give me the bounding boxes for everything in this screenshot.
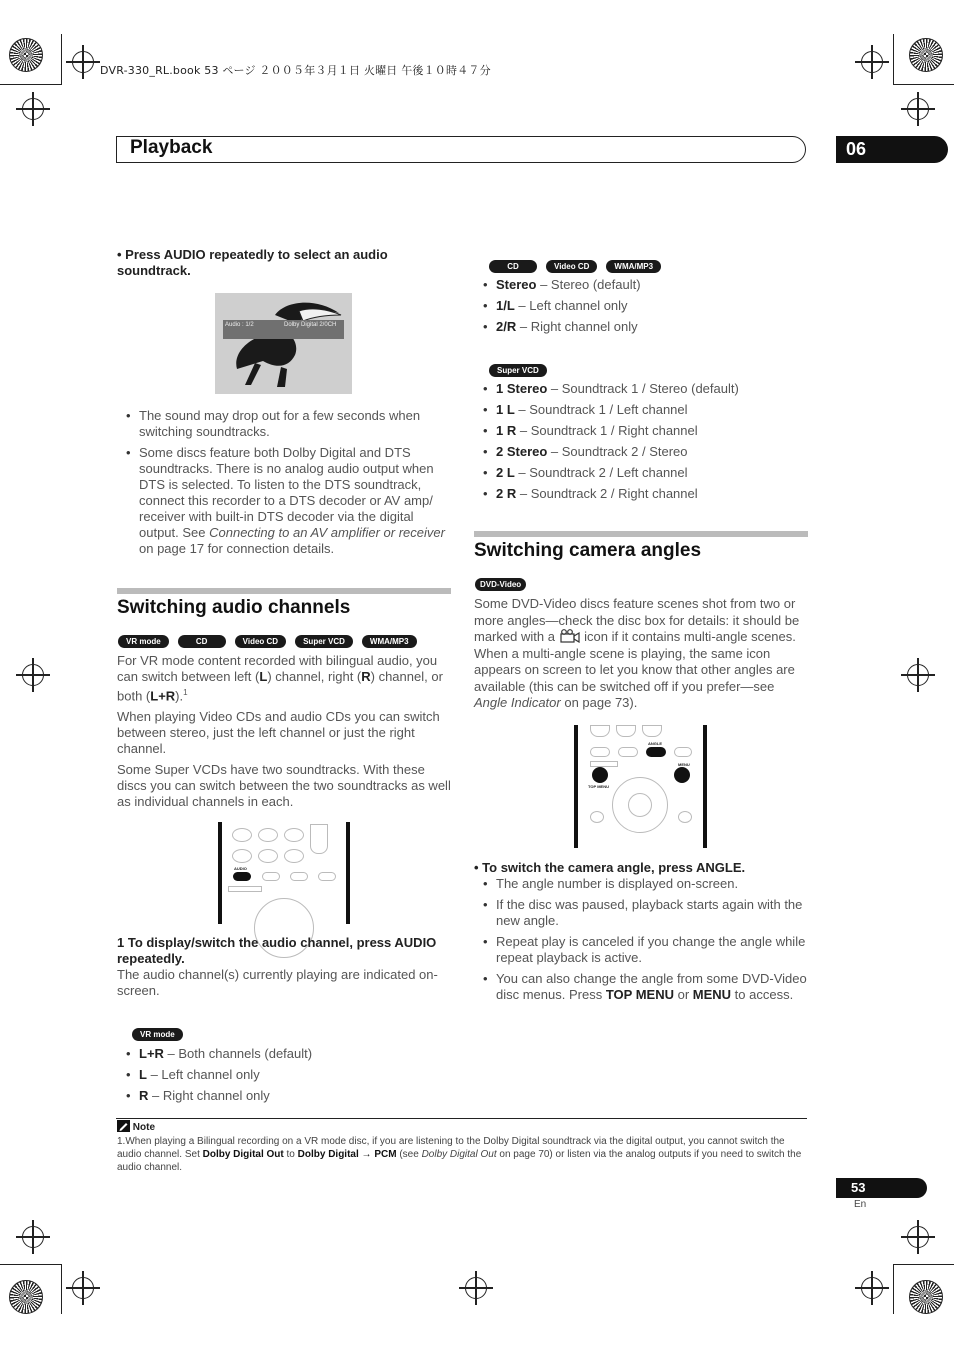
list-item: • 1 L – Soundtrack 1 / Left channel <box>474 402 809 418</box>
crop-line <box>893 84 954 85</box>
list-item: • Stereo – Stereo (default) <box>474 277 809 293</box>
crop-line <box>61 34 62 84</box>
page-language: En <box>854 1199 867 1210</box>
step-1-audio: 1 To display/switch the audio channel, press AUDIO repeatedly. <box>117 935 437 966</box>
list-item: • 2/R – Right channel only <box>474 319 809 335</box>
registration-mark <box>22 98 44 120</box>
chapter-title: Playback <box>130 137 213 158</box>
section-title-camera-angles: Switching camera angles <box>474 540 702 561</box>
badge-video-cd: Video CD <box>546 260 597 273</box>
audio-para-3: Some Super VCDs have two soundtracks. With these discs you can switch between the two soundtracks as well as individual channels in each. <box>117 762 451 809</box>
chapter-bar <box>116 136 806 163</box>
badge-super-vcd: Super VCD <box>295 635 353 648</box>
list-item: • 2 Stereo – Soundtrack 2 / Stereo <box>474 444 809 460</box>
audio-button-label: AUDIO <box>234 866 247 871</box>
list-item: • L – Left channel only <box>117 1067 452 1083</box>
list-item: • Some discs feature both Dolby Digital and DTS soundtracks. There is no analog audio output when DTS is selected. To listen to the DTS soundtrack, connect this recorder to a DTS decoder or AV amp/ receiver with built-in DTS decoder via the digital output. See Connecting to an AV amplifier or receiver on page 17 for connection details. <box>117 445 452 557</box>
registration-mark <box>907 98 929 120</box>
section-title-audio-channels: Switching audio channels <box>117 597 351 618</box>
osd-audio-value: Dolby Digital 2/0CH <box>284 322 337 328</box>
registration-burst-top-left <box>9 38 43 72</box>
svcd-options <box>474 381 809 507</box>
menu-button-label: MENU <box>678 762 690 767</box>
top-menu-button-label: TOP MENU <box>588 784 609 789</box>
dvd-video-badge-row <box>475 572 535 591</box>
list-item: • L+R – Both channels (default) <box>117 1046 452 1062</box>
osd-screen-illustration <box>215 293 352 394</box>
osd-audio-label: Audio : 1/2 <box>225 322 254 328</box>
step-1-text: The audio channel(s) currently playing are indicated on-screen. <box>117 967 438 998</box>
badge-wma-mp3: WMA/MP3 <box>362 635 417 648</box>
note-rule <box>116 1118 807 1119</box>
toucan-illustration <box>215 293 352 394</box>
crop-line <box>893 1264 954 1265</box>
registration-mark <box>22 664 44 686</box>
registration-mark <box>861 51 883 73</box>
intro-bullets <box>117 408 452 562</box>
angle-button <box>646 747 666 757</box>
chapter-number: 06 <box>836 136 948 163</box>
registration-burst-bottom-right <box>909 1280 943 1314</box>
section-rule <box>474 531 808 537</box>
badge-vr-mode: VR mode <box>132 1028 183 1041</box>
camera-angle-para: Some DVD-Video discs feature scenes shot from two or more angles—check the disc box for details: it should be marked with a icon if it contains multi-angle scenes. When a multi-angle scene is playing, the same icon appears on screen to let you know that other angles are available (this can be switched off if you prefer—see Angle Indicator on page 73). <box>474 596 800 710</box>
audio-button <box>233 872 251 881</box>
registration-mark <box>22 1226 44 1248</box>
list-item: • R – Right channel only <box>117 1088 452 1104</box>
badge-dvd-video: DVD-Video <box>475 578 526 591</box>
vr-mode-options <box>117 1046 452 1109</box>
registration-burst-bottom-left <box>9 1280 43 1314</box>
crop-line <box>61 1264 62 1314</box>
registration-burst-top-right <box>909 38 943 72</box>
badge-cd: CD <box>489 260 537 273</box>
disc-badges-audio <box>118 629 426 648</box>
audio-para-2: When playing Video CDs and audio CDs you can switch between stereo, just the left channel or just the right channel. <box>117 709 440 756</box>
list-item: • The angle number is displayed on-screen. <box>474 876 809 892</box>
note-pencil-icon <box>117 1120 130 1132</box>
camera-angle-bullets <box>474 876 809 1008</box>
page-number: 53 <box>836 1178 927 1198</box>
list-item: • 2 L – Soundtrack 2 / Left channel <box>474 465 809 481</box>
badge-cd: CD <box>178 635 226 648</box>
list-item: • Repeat play is canceled if you change the angle while repeat playback is active. <box>474 934 809 966</box>
list-item: • 1 Stereo – Soundtrack 1 / Stereo (default) <box>474 381 809 397</box>
crop-line <box>893 34 894 84</box>
registration-mark <box>861 1277 883 1299</box>
registration-mark <box>907 664 929 686</box>
cd-options <box>474 277 809 340</box>
list-item: • 1 R – Soundtrack 1 / Right channel <box>474 423 809 439</box>
vr-mode-badge-row <box>132 1022 192 1041</box>
badge-wma-mp3: WMA/MP3 <box>606 260 661 273</box>
list-item: • 1/L – Left channel only <box>474 298 809 314</box>
registration-mark <box>72 51 94 73</box>
crop-line <box>0 1264 62 1265</box>
list-item: • 2 R – Soundtrack 2 / Right channel <box>474 486 809 502</box>
note-text: 1.When playing a Bilingual recording on a VR mode disc, if you are listening to the Dolby Digital soundtrack via the digital output, you cannot switch the audio channel. Set Dolby Digital Out to Dolby Digital → PCM (see Dolby Digital Out on page 70) or listen via the analog outputs if you need to switch the audio channel. <box>117 1136 802 1173</box>
section-rule <box>117 588 451 594</box>
crop-line <box>0 84 62 85</box>
list-item: • The sound may drop out for a few seconds when switching soundtracks. <box>117 408 452 440</box>
audio-para-1: For VR mode content recorded with bilingual audio, you can switch between left (L) channel, right (R) channel, or both (L+R).$^1$ <box>117 653 443 704</box>
list-item: • If the disc was paused, playback starts again with the new angle. <box>474 897 809 929</box>
badge-vr-mode: VR mode <box>118 635 169 648</box>
intro-step: • Press AUDIO repeatedly to select an audio soundtrack. <box>117 247 388 278</box>
note-title: Note <box>117 1120 155 1133</box>
menu-button <box>674 767 690 783</box>
remote-illustration-audio <box>218 822 350 924</box>
list-item: • You can also change the angle from some DVD-Video disc menus. Press TOP MENU or MENU to access. <box>474 971 809 1003</box>
file-info-line: DVR-330_RL.book 53 ページ ２００５年３月１日 火曜日 午後１０時４７分 <box>100 64 491 77</box>
disc-badges-cd <box>489 254 670 273</box>
badge-super-vcd: Super VCD <box>489 364 547 377</box>
osd-audio-bar <box>223 320 344 339</box>
super-vcd-badge-row <box>489 358 556 377</box>
registration-mark <box>907 1226 929 1248</box>
registration-mark <box>72 1277 94 1299</box>
step-camera-angle: • To switch the camera angle, press ANGLE. <box>474 860 746 875</box>
badge-video-cd: Video CD <box>235 635 286 648</box>
remote-illustration-angle <box>574 725 707 848</box>
top-menu-button <box>592 767 608 783</box>
crop-line <box>893 1264 894 1314</box>
angle-button-label: ANGLE <box>648 741 662 746</box>
registration-mark <box>465 1277 487 1299</box>
camera-angle-icon <box>559 629 581 643</box>
